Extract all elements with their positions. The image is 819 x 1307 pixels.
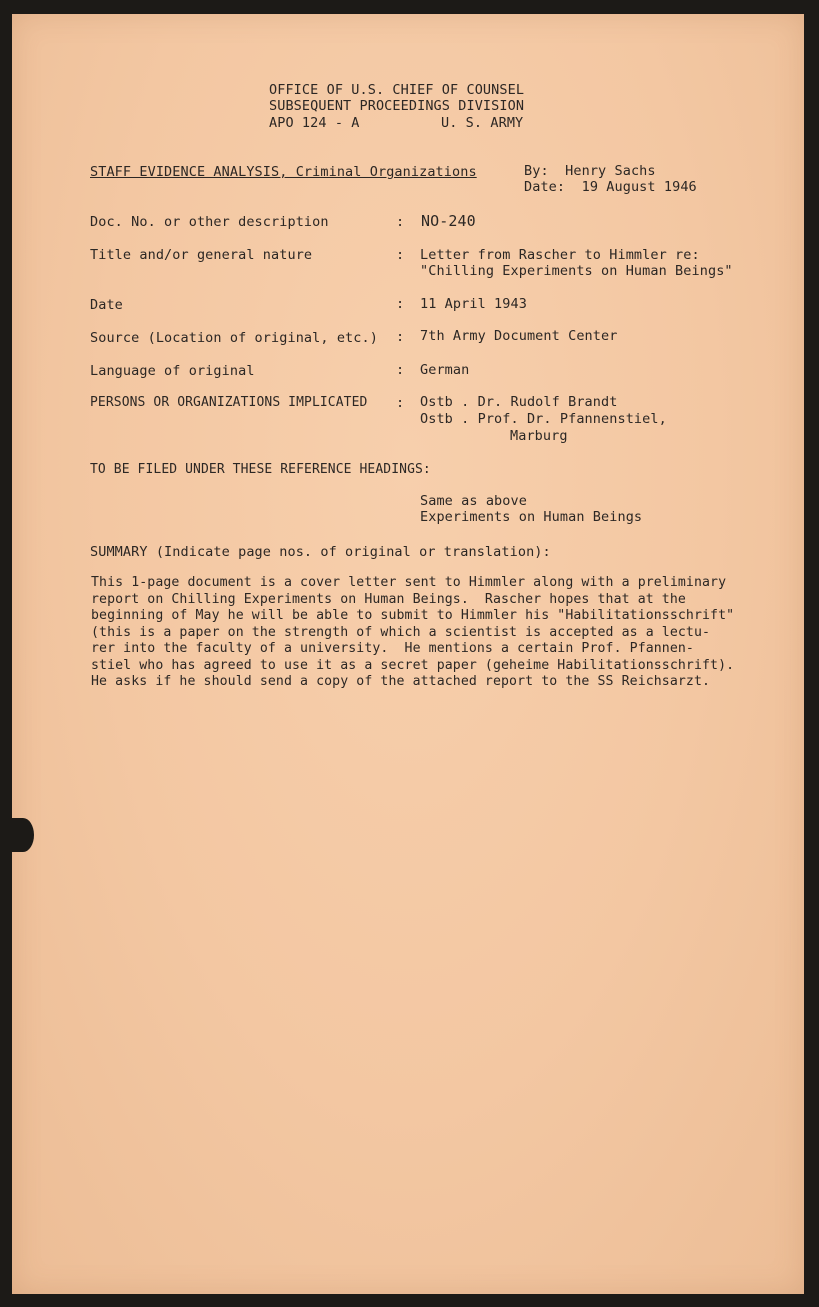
persons-value-line2: Ostb . Prof. Dr. Pfannenstiel, (420, 411, 667, 427)
summary-heading: SUMMARY (Indicate page nos. of original or translation): (90, 544, 551, 560)
reference-heading: TO BE FILED UNDER THESE REFERENCE HEADINGS: (90, 462, 431, 477)
title-colon: : (396, 247, 405, 263)
header-division: SUBSEQUENT PROCEEDINGS DIVISION (269, 98, 525, 114)
date-colon: : (396, 296, 405, 312)
summary-line: rer into the faculty of a university. He mentions a certain Prof. Pfannen- (91, 641, 694, 656)
language-colon: : (396, 362, 405, 378)
summary-line: He asks if he should send a copy of the attached report to the SS Reichsarzt. (91, 674, 711, 689)
analysis-author: By: Henry Sachs (524, 163, 656, 179)
analysis-title: STAFF EVIDENCE ANALYSIS, Criminal Organizations (90, 164, 477, 180)
summary-line: report on Chilling Experiments on Human Beings. Rascher hopes that at the (91, 592, 686, 607)
date-value: 11 April 1943 (420, 296, 527, 312)
reference-item-1: Same as above (420, 493, 527, 509)
summary-line: This 1-page document is a cover letter sent to Himmler along with a preliminary (91, 575, 727, 590)
page-edge-tear (12, 818, 34, 852)
source-colon: : (396, 329, 405, 345)
doc-value: NO-240 (421, 212, 476, 230)
reference-item-2: Experiments on Human Beings (420, 509, 643, 525)
source-value: 7th Army Document Center (420, 328, 618, 344)
header-army: U. S. ARMY (441, 115, 524, 131)
summary-line: stiel who has agreed to use it as a secret paper (geheime Habilitationsschrift). (91, 658, 735, 673)
persons-label: PERSONS OR ORGANIZATIONS IMPLICATED (90, 395, 368, 410)
persons-value-line1: Ostb . Dr. Rudolf Brandt (420, 394, 618, 410)
source-label: Source (Location of original, etc.) (90, 330, 378, 346)
analysis-date: Date: 19 August 1946 (524, 179, 697, 195)
date-label: Date (90, 297, 123, 313)
title-value-line2: "Chilling Experiments on Human Beings" (420, 263, 733, 279)
persons-colon: : (396, 395, 405, 411)
persons-value-line3: Marburg (510, 428, 568, 444)
title-value-line1: Letter from Rascher to Himmler re: (420, 247, 700, 263)
summary-line: (this is a paper on the strength of which a scientist is accepted as a lectu- (91, 625, 711, 640)
doc-label: Doc. No. or other description (90, 214, 329, 230)
language-label: Language of original (90, 363, 255, 379)
title-label: Title and/or general nature (90, 247, 313, 263)
language-value: German (420, 362, 470, 378)
summary-line: beginning of May he will be able to submit to Himmler his "Habilitationsschrift" (91, 608, 735, 623)
header-apo: APO 124 - A (269, 115, 360, 131)
header-office: OFFICE OF U.S. CHIEF OF COUNSEL (269, 82, 525, 98)
doc-colon: : (396, 214, 405, 230)
